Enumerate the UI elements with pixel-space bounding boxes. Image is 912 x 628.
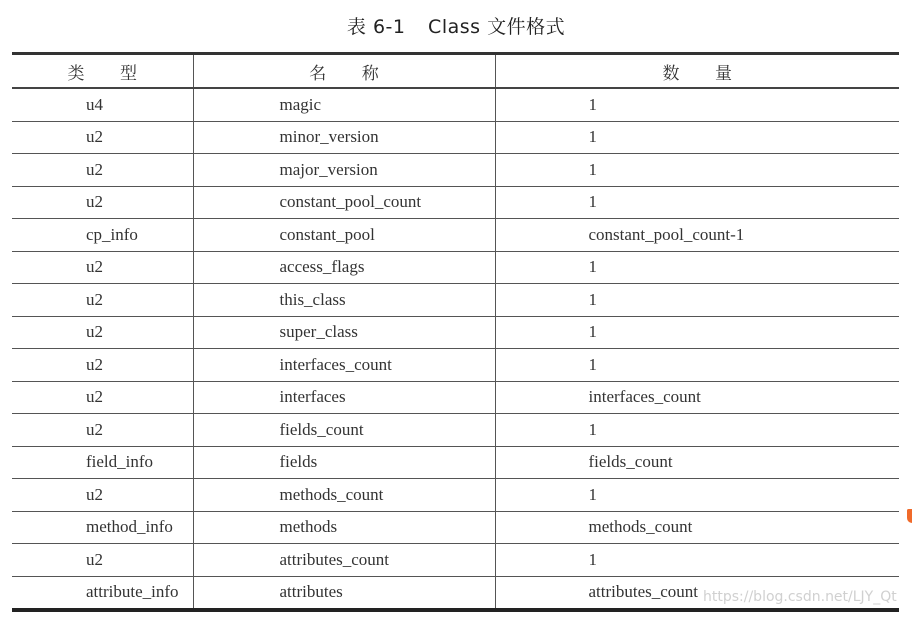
cell-name: minor_version <box>193 121 495 154</box>
header-name: 名 称 <box>193 54 495 89</box>
cell-count: 1 <box>495 251 899 284</box>
cell-type: cp_info <box>12 219 193 252</box>
orange-edge-mark <box>907 509 912 523</box>
cell-count: 1 <box>495 284 899 317</box>
cell-type: u2 <box>12 284 193 317</box>
cell-name: attributes <box>193 576 495 610</box>
cell-name: magic <box>193 88 495 121</box>
cell-name: fields_count <box>193 414 495 447</box>
cell-count: 1 <box>495 316 899 349</box>
cell-type: u2 <box>12 544 193 577</box>
cell-type: u2 <box>12 349 193 382</box>
cell-count: 1 <box>495 121 899 154</box>
cell-name: this_class <box>193 284 495 317</box>
cell-count: 1 <box>495 186 899 219</box>
cell-count: fields_count <box>495 446 899 479</box>
table-row <box>12 88 899 121</box>
cell-type: field_info <box>12 446 193 479</box>
cell-name: super_class <box>193 316 495 349</box>
cell-type: u2 <box>12 251 193 284</box>
cell-count: interfaces_count <box>495 381 899 414</box>
cell-count: 1 <box>495 544 899 577</box>
cell-name: major_version <box>193 154 495 187</box>
cell-type: u2 <box>12 154 193 187</box>
cell-name: constant_pool <box>193 219 495 252</box>
cell-type: u2 <box>12 121 193 154</box>
table-row <box>12 219 899 252</box>
cell-name: constant_pool_count <box>193 186 495 219</box>
table-row <box>12 154 899 187</box>
cell-type: u2 <box>12 381 193 414</box>
table-row <box>12 381 899 414</box>
header-count: 数 量 <box>495 54 899 89</box>
table-row <box>12 544 899 577</box>
cell-type: u2 <box>12 414 193 447</box>
cell-name: interfaces_count <box>193 349 495 382</box>
cell-count: 1 <box>495 88 899 121</box>
cell-count: 1 <box>495 479 899 512</box>
table-row <box>12 446 899 479</box>
cell-count: constant_pool_count-1 <box>495 219 899 252</box>
cell-type: u2 <box>12 186 193 219</box>
table-row <box>12 186 899 219</box>
table-row <box>12 284 899 317</box>
cell-name: access_flags <box>193 251 495 284</box>
cell-name: fields <box>193 446 495 479</box>
cell-name: attributes_count <box>193 544 495 577</box>
class-file-format-table <box>12 52 899 612</box>
cell-count: attributes_count <box>495 576 899 610</box>
cell-name: methods_count <box>193 479 495 512</box>
table-title: Class 文件格式 <box>428 16 566 38</box>
table-caption <box>0 12 912 39</box>
header-row <box>12 54 899 89</box>
header-type: 类 型 <box>12 54 193 89</box>
cell-type: attribute_info <box>12 576 193 610</box>
table-row <box>12 349 899 382</box>
cell-type: method_info <box>12 511 193 544</box>
table-number: 表 6-1 <box>346 16 406 38</box>
table-row <box>12 121 899 154</box>
table-row <box>12 479 899 512</box>
watermark: https://blog.csdn.net/LJY_Qt <box>703 589 897 605</box>
cell-name: methods <box>193 511 495 544</box>
table-row <box>12 414 899 447</box>
table-row <box>12 251 899 284</box>
cell-count: 1 <box>495 349 899 382</box>
cell-type: u2 <box>12 479 193 512</box>
table-row <box>12 316 899 349</box>
cell-type: u4 <box>12 88 193 121</box>
table-row <box>12 511 899 544</box>
cell-name: interfaces <box>193 381 495 414</box>
cell-type: u2 <box>12 316 193 349</box>
cell-count: 1 <box>495 154 899 187</box>
cell-count: 1 <box>495 414 899 447</box>
cell-count: methods_count <box>495 511 899 544</box>
